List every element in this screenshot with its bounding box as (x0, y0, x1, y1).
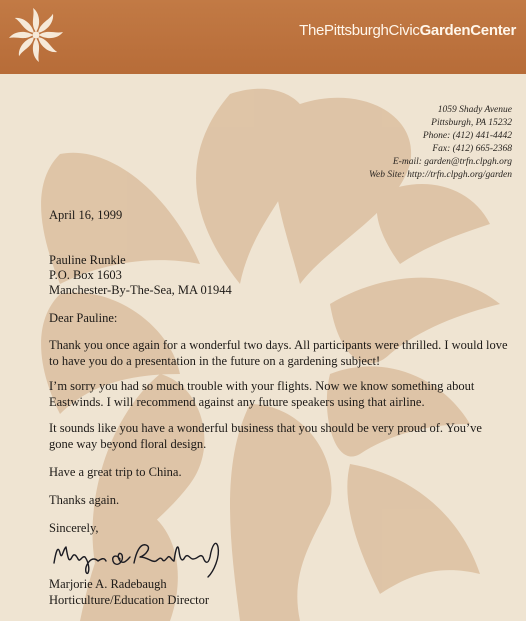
handwritten-signature (48, 529, 228, 579)
organization-name: ThePittsburghCivicGardenCenter (299, 22, 516, 39)
flower-logo-icon (6, 5, 66, 65)
paragraph-business: It sounds like you have a wonderful business that you should be very proud of. You’ve gone way beyond floral design. (49, 421, 482, 451)
recipient-po-box: P.O. Box 1603 (49, 268, 122, 282)
street-address: 1059 Shady Avenue (437, 105, 512, 115)
contact-address (369, 104, 512, 182)
website-address: Web Site: http://trfn.clpgh.org/garden (368, 170, 512, 180)
phone-number: Phone: (412) 441-4442 (422, 131, 512, 141)
paragraph-trip: Have a great trip to China. (49, 465, 182, 479)
email-address: E-mail: garden@trfn.clpgh.org (392, 157, 512, 167)
signer-name: Marjorie A. Radebaugh (49, 577, 167, 591)
letterhead-band (0, 0, 526, 74)
paragraph-flights: I’m sorry you had so much trouble with your flights. Now we know something about Eastwinds. I will recommend against any future speakers using that airline. (49, 379, 475, 409)
paragraph-thanks: Thank you once again for a wonderful two days. All participants were thrilled. I would love to have you do a presentation in the future on a gardening subject! (49, 338, 508, 368)
recipient-city: Manchester-By-The-Sea, MA 01944 (49, 283, 232, 297)
fax-number: Fax: (412) 665-2368 (432, 144, 512, 154)
city-state-zip: Pittsburgh, PA 15232 (431, 118, 512, 128)
signer-title: Horticulture/Education Director (49, 592, 210, 607)
recipient-name: Pauline Runkle (49, 253, 126, 267)
signer-block (49, 577, 209, 608)
closing: Sincerely, (49, 521, 99, 535)
letter-date: April 16, 1999 (49, 208, 123, 222)
salutation: Dear Pauline: (49, 311, 118, 325)
paragraph-thanks-again: Thanks again. (49, 493, 120, 507)
